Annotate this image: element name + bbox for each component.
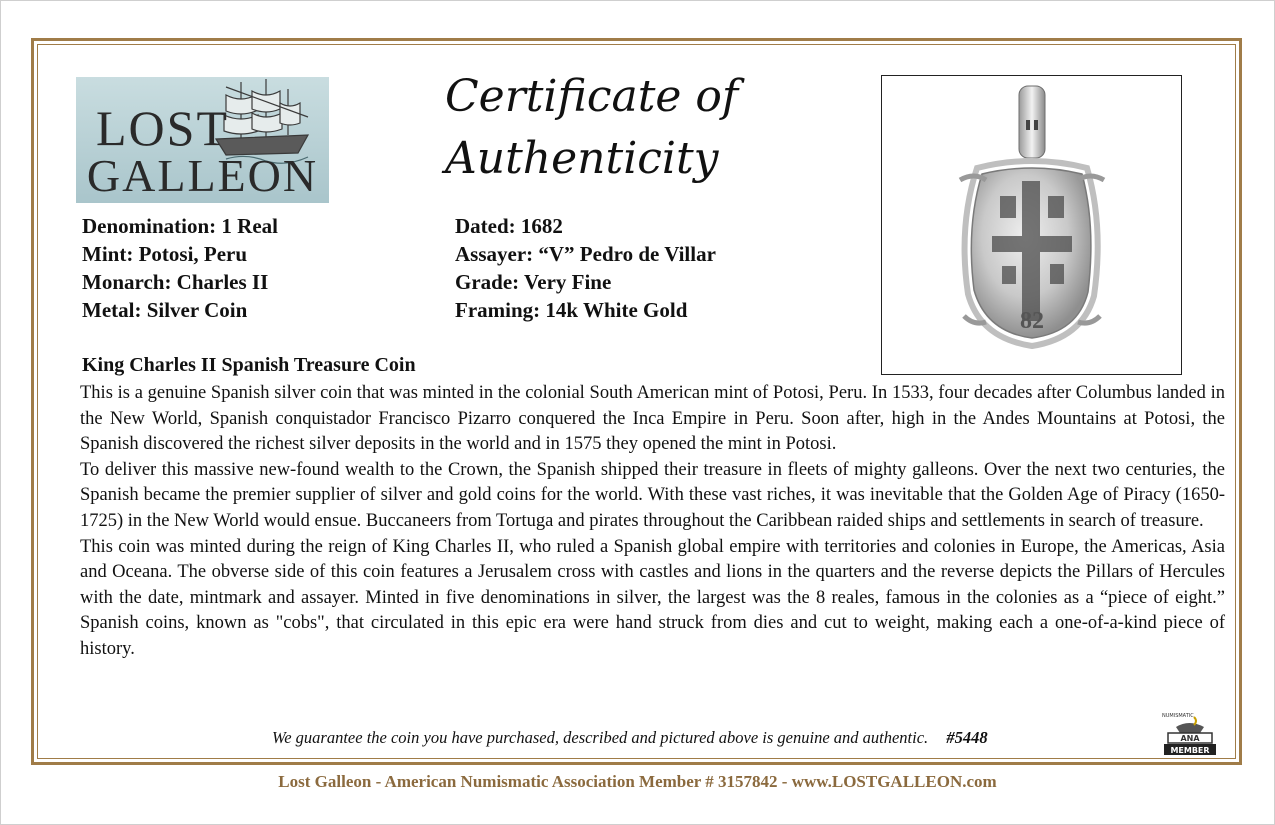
- coin-details-left: [82, 212, 422, 324]
- footer-text: Lost Galleon - American Numismatic Association Member # 3157842 - www.LOSTGALLEON.com: [278, 772, 997, 791]
- logo-text-lost: LOST: [96, 100, 229, 156]
- guarantee-statement: [272, 728, 988, 748]
- silver-coin-pendant-image: [882, 76, 1181, 374]
- detail-assayer: Assayer: “V” Pedro de Villar: [455, 242, 716, 266]
- coin-details-right: [455, 212, 855, 324]
- detail-metal: Metal: Silver Coin: [82, 298, 248, 322]
- title-line-2: Authenticity: [445, 133, 719, 184]
- section-heading: King Charles II Spanish Treasure Coin: [82, 354, 416, 376]
- description-body: [80, 381, 1225, 663]
- oil-lamp-icon: [1154, 707, 1224, 759]
- guarantee-text: We guarantee the coin you have purchased, described and pictured above is genuine and authentic.: [272, 728, 929, 747]
- svg-text:82: 82: [1020, 308, 1044, 334]
- detail-denomination: Denomination: 1 Real: [82, 214, 278, 238]
- description-paragraph-2: To deliver this massive new-found wealth to the Crown, the Spanish shipped their treasure in fleets of mighty galleons. Over the next two centuries, the Spanish became the premier supplier of silver and gold coins for the world. With these vast riches, it was inevitable that the Golden Age of Piracy (1650-1725) in the New World would ensue. Buccaneers from Tortuga and pirates throughout the Caribbean raided ships and settlements in search of treasure.: [80, 459, 1225, 531]
- certificate-title: [445, 66, 775, 190]
- badge-abbr: ANA: [1180, 734, 1200, 743]
- lost-galleon-logo: [76, 77, 329, 203]
- title-line-1: Certificate of: [445, 71, 739, 122]
- detail-monarch: Monarch: Charles II: [82, 270, 269, 294]
- logo-text-galleon: GALLEON: [86, 150, 319, 201]
- description-paragraph-1: This is a genuine Spanish silver coin that was minted in the colonial South American mint of Potosi, Peru. In 1533, four decades after Columbus landed in the New World, Spanish conquistador Francisco Pizarro conquered the Inca Empire in Peru. Soon after, high in the Andes Mountains at Potosi, the Spanish discovered the richest silver deposits in the world and in 1575 they opened the mint in Potosi.: [80, 383, 1225, 455]
- detail-dated: Dated: 1682: [455, 214, 563, 238]
- badge-label: MEMBER: [1170, 746, 1210, 755]
- detail-framing: Framing: 14k White Gold: [455, 298, 688, 322]
- ana-member-badge: [1154, 707, 1224, 764]
- detail-mint: Mint: Potosi, Peru: [82, 242, 248, 266]
- certificate-number: #5448: [946, 728, 988, 747]
- description-paragraph-3: This coin was minted during the reign of King Charles II, who ruled a Spanish global empire with territories and colonies in Europe, the Americas, Asia and Oceana. The obverse side of this coin features a Jerusalem cross with castles and lions in the quarters and the reverse depicts the Pillars of Hercules with the date, mintmark and assayer. Minted in five denominations in silver, the largest was the 8 reales, famous in the colonies as a “piece of eight.” Spanish coins, known as "cobs", that circulated in this epic era were hand struck from dies and cut to weight, making each a one-of-a-kind piece of history.: [80, 536, 1225, 659]
- detail-grade: Grade: Very Fine: [455, 270, 612, 294]
- badge-top-text: NUMISMATIC: [1162, 713, 1194, 719]
- coin-photo: [881, 75, 1182, 375]
